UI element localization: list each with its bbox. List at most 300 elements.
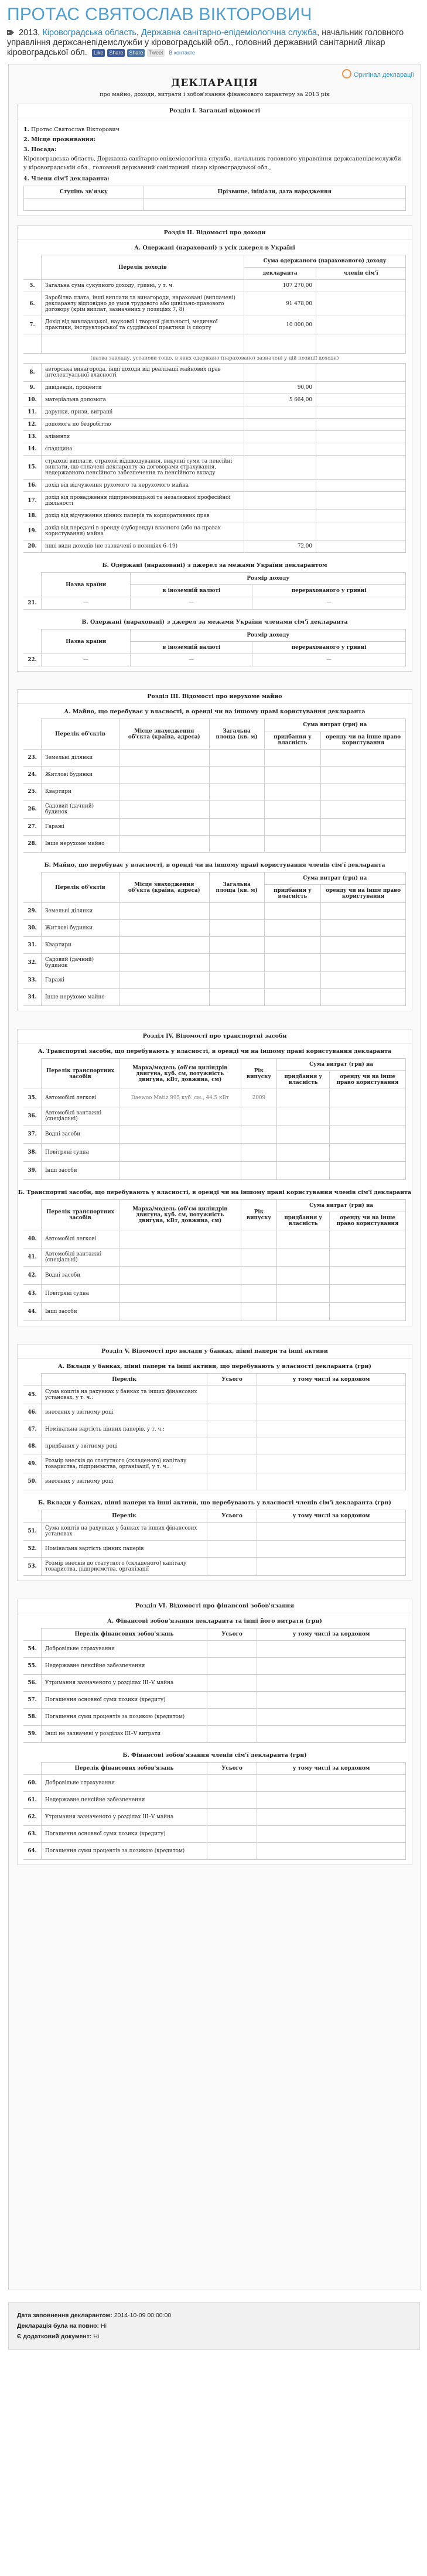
vehicle-model [119,1230,241,1248]
column-header: оренду чи на інше право користування [330,1071,406,1089]
table-row [23,972,406,989]
vk-share-button[interactable]: Share [127,49,145,57]
vehicle-model [119,1162,241,1180]
table-row [23,1809,406,1826]
table-cell [207,1386,257,1404]
table-row [23,719,406,731]
table-cell [257,1675,406,1692]
subsection-title: А. Фінансові зобов'язання декларанта та інші його витрати (грн) [107,1618,322,1624]
family-value [316,431,406,443]
table-cell [209,750,264,767]
table-row [23,1162,406,1180]
section-title: Розділ ІІ. Відомості про доходи [18,226,412,240]
subsection-title: Б. Майно, що перебуває у власності, в оренді чи на іншому праві користування членів сім'ї декларанта [44,862,385,868]
vehicle-model [119,1285,241,1303]
row-number: 61. [23,1792,42,1809]
row-label: Недержавне пенсійне забезпечення [42,1658,207,1675]
vehicle-model [119,1267,241,1285]
table-row [23,767,406,784]
row-label: Інші не зазначені у розділах ІІІ–V витрати [42,1726,207,1743]
table-cell [207,1843,257,1860]
table-cell [330,1230,406,1248]
row-number: 6. [23,292,42,316]
section-title: Розділ V. Відомості про вклади у банках, цінні папери та інші активи [18,1345,412,1359]
column-header: придбання у власність [264,885,321,903]
footer-label: Декларація була на повно: [17,2322,100,2329]
column-header: Місце знаходження об'єкта (країна, адреса) [119,719,210,750]
row-number: 52. [23,1541,42,1558]
vehicle-year [241,1248,277,1267]
row-label: придбаних у звітному році [42,1438,207,1455]
row-number: 46. [23,1404,42,1421]
table-row [23,1541,406,1558]
row-number: 12. [23,419,42,431]
table-cell [257,1726,406,1743]
income-note: (назва закладу, установи тощо, в яких одержано (нараховано) зазначені у цій позиції доходи) [90,355,339,361]
field-family [23,176,406,182]
table-cell [321,836,406,853]
table-row [23,1726,406,1743]
row-label: Квартири [42,937,119,954]
row-label: аліменти [42,431,244,443]
row-label: Інше нерухоме майно [42,836,119,853]
table-cell [119,784,210,800]
row-number: 53. [23,1558,42,1576]
column-header: у тому числі за кордоном [257,1763,406,1775]
row-label: страхові виплати, страхові відшкодування, викупні суми та пенсійні виплати, що сплачені декларанту за договорами страхування, недержавного пенсійного забезпечення та пенсійного вкладу [42,456,244,480]
table-cell [119,819,210,836]
table-cell [330,1162,406,1180]
table-row [23,394,406,406]
column-header: Загальна площа (кв. м) [209,719,264,750]
family-foreign-income-table [23,629,406,666]
column-header: Перелік [42,1374,207,1386]
table-cell [257,1438,406,1455]
table-row [23,1386,406,1404]
row-number: 14. [23,443,42,456]
declarant-value: 91 478,00 [244,292,316,316]
row-number: 51. [23,1523,42,1541]
row-number: 17. [23,492,42,510]
column-header: членів сім'ї [316,268,406,280]
table-cell [264,903,321,920]
subsection-title: А. Вклади у банках, цінні папери та інші активи, що перебувають у власності декларанта (грн) [58,1363,371,1370]
subsection-title: Б. Фінансові зобов'язання членів сім'ї декларанта (грн) [122,1752,307,1759]
table-cell [321,920,406,937]
table-row [23,510,406,522]
row-number: 50. [23,1473,42,1490]
row-label: Автомобілі вантажні (спеціальні) [42,1107,119,1125]
tweet-button[interactable]: Tweet [147,49,165,57]
table-cell [264,800,321,819]
field-value: Протас Святослав Вікторович [30,126,119,133]
real-estate-table [23,719,406,853]
row-label: Повітряні судна [42,1285,119,1303]
table-cell [277,1144,330,1162]
table-row [23,364,406,382]
table-row [23,1692,406,1709]
table-row [23,540,406,553]
region-link[interactable]: Кіровоградська область [42,28,136,37]
family-value [316,364,406,382]
column-header: оренду чи на інше право користування [321,731,406,750]
column-header: Перелік транспортних засобів [42,1059,119,1089]
declarant-value: 10 000,00 [244,316,316,334]
column-header [23,873,42,903]
family-deposits-table [23,1510,406,1576]
column-header: Сума одержаного (нарахованого) доходу [244,255,406,268]
table-cell [264,972,321,989]
table-cell [209,784,264,800]
declarant-value [244,480,316,492]
table-cell [207,1709,257,1726]
column-header: в іноземній валюті [131,585,252,597]
table-cell [207,1558,257,1576]
table-cell [257,1558,406,1576]
table-row [23,456,406,480]
table-row [23,1709,406,1726]
family-value [316,292,406,316]
table-row [23,1421,406,1438]
table-cell [330,1267,406,1285]
column-header [23,1629,42,1641]
vehicle-year [241,1267,277,1285]
table-cell [209,954,264,972]
table-cell: — [42,654,131,666]
row-label: Погашення основної суми позики (кредиту) [42,1692,207,1709]
section-title: Розділ VI. Відомості про фінансові зобов'язання [18,1599,412,1613]
row-label: внесених у звітному році [42,1473,207,1490]
declarant-value [244,492,316,510]
table-row [23,1675,406,1692]
field-name [23,126,406,133]
table-row [23,280,406,292]
column-header: придбання у власність [277,1212,330,1230]
table-row [23,1641,406,1658]
family-value [316,316,406,334]
row-number: 60. [23,1775,42,1792]
subsection-title: А. Транспортні засоби, що перебувають у власності, в оренді чи на іншому праві користування декларанта [37,1048,392,1055]
row-label: Автомобілі легкові [42,1089,119,1107]
table-row [23,1404,406,1421]
family-table [23,186,406,211]
row-number: 25. [23,784,42,800]
declarant-value: 5 664,00 [244,394,316,406]
footer-value: Ні [93,2333,100,2340]
table-cell [277,1089,330,1107]
column-header: Ступінь зв'язку [24,186,144,199]
table-cell: — [131,654,252,666]
row-number: 31. [23,937,42,954]
table-row [23,1059,406,1071]
table-cell [144,199,405,211]
table-cell: — [252,597,406,610]
family-vehicles-table [23,1199,406,1321]
declarant-value [244,510,316,522]
row-label: Розмір внесків до статутного (складеного) капіталу товариства, підприємства, організації [42,1558,207,1576]
obligations-table [23,1628,406,1743]
row-label: Сума коштів на рахунках у банках та інших фінансових установах [42,1523,207,1541]
table-row [23,873,406,885]
row-number: 21. [23,597,42,610]
section-income [17,225,412,672]
table-row [23,419,406,431]
table-cell [257,1404,406,1421]
family-real-estate-table [23,872,406,1006]
table-cell [257,1775,406,1792]
tag-icon [7,29,15,35]
column-header: Сума витрат (грн) на [264,873,405,885]
row-label: Водні засоби [42,1125,119,1144]
footer-value: Ні [100,2322,107,2329]
subsection-title: А. Майно, що перебуває у власності, в оренді чи на іншому праві користування декларанта [64,709,365,715]
table-cell [277,1230,330,1248]
section-real-estate [17,689,412,1011]
column-header: Сума витрат (грн) на [264,719,405,731]
facebook-share-button[interactable]: Share [107,49,125,57]
row-number: 63. [23,1826,42,1843]
vehicle-model: Daewoo Matiz 995 куб. см., 44.5 кВт [119,1089,241,1107]
table-row [23,800,406,819]
row-label: Садовий (дачний) будинок [42,954,119,972]
section-general [17,104,412,216]
column-header [23,719,42,750]
table-row [23,406,406,419]
column-header: оренду чи на інше право користування [330,1212,406,1230]
vehicle-model [119,1248,241,1267]
row-label: Інше нерухоме майно [42,989,119,1006]
footer-label: Є додатковий документ: [17,2333,92,2340]
table-cell [264,937,321,954]
row-number: 13. [23,431,42,443]
table-cell [277,1162,330,1180]
row-number: 35. [23,1089,42,1107]
table-cell [321,784,406,800]
row-label: дивіденди, проценти [42,382,244,394]
declaration-meta: 2013, Кіровоградська область, Державна санітарно-епідеміологічна служба, начальник головного управління держсанепідемслужби у кіровоградській обл., головний державний санітарний лікар кіровоградської обл. Like Share Share Tweet В контакте [7,28,404,57]
row-number: 18. [23,510,42,522]
table-cell [207,1455,257,1473]
declaration-subtitle: про майно, доходи, витрати і зобов'язання фінансового характеру за 2013 рік [100,91,330,98]
table-row [23,1763,406,1775]
table-row [23,836,406,853]
declarant-value [244,443,316,456]
vehicle-year [241,1285,277,1303]
row-number: 49. [23,1455,42,1473]
table-cell [264,836,321,853]
column-header: Сума витрат (грн) на [277,1059,406,1071]
column-header: Марка/модель (об'єм циліндрів двигуна, куб. см, потужність двигуна, кВт, довжина, см) [119,1200,241,1230]
table-cell [277,1248,330,1267]
table-cell [119,800,210,819]
table-cell [257,1809,406,1826]
declaration-document [8,64,421,2290]
row-label: Дохід від викладацької, наукової і творчої діяльності, медичної практики, інструкторської та суддівської практики із спорту [42,316,244,334]
vehicle-year: 2009 [241,1089,277,1107]
table-cell [209,989,264,1006]
row-number: 24. [23,767,42,784]
vehicle-model [119,1125,241,1144]
table-cell [321,819,406,836]
row-number: 28. [23,836,42,853]
table-row [23,1658,406,1675]
subsection-title: Б. Одержані (нараховані) з джерел за межами України декларантом [102,562,327,569]
table-cell [207,1692,257,1709]
family-value [316,510,406,522]
table-cell [277,1267,330,1285]
vehicles-table [23,1058,406,1180]
table-cell [257,1641,406,1658]
column-header: перерахованого у гривні [252,642,406,654]
table-cell [119,767,210,784]
table-row [23,1629,406,1641]
table-row [23,1374,406,1386]
table-cell [277,1107,330,1125]
original-declaration-link[interactable] [342,69,414,78]
family-value [316,334,406,354]
table-cell [257,1826,406,1843]
table-row [23,443,406,456]
family-value [316,406,406,419]
row-number: 41. [23,1248,42,1267]
table-cell [207,1775,257,1792]
declarant-value [244,406,316,419]
row-label: Розмір внесків до статутного (складеного) капіталу товариства, підприємства, організації, у т. ч.: [42,1455,207,1473]
row-label: Інші засоби [42,1162,119,1180]
row-number: 27. [23,819,42,836]
column-header: Усього [207,1374,257,1386]
table-cell [119,836,210,853]
section-obligations [17,1599,412,1865]
row-label: дарунки, призи, виграші [42,406,244,419]
foreign-income-table [23,572,406,610]
table-cell [264,954,321,972]
row-number: 9. [23,382,42,394]
field-label: 1. [23,126,29,133]
column-header: Усього [207,1763,257,1775]
row-label [42,334,244,354]
table-cell [207,1641,257,1658]
declarant-value: 107 270,00 [244,280,316,292]
table-cell: — [131,597,252,610]
vehicle-year [241,1230,277,1248]
extra-doc-flag [17,2333,411,2340]
table-cell: — [252,654,406,666]
column-header: оренду чи на інше право користування [321,885,406,903]
row-number: 20. [23,540,42,553]
table-cell [257,1421,406,1438]
table-row [23,750,406,767]
row-label: Номінальна вартість цінних паперів [42,1541,207,1558]
table-cell [207,1404,257,1421]
table-cell [209,767,264,784]
table-cell [207,1658,257,1675]
row-label: Квартири [42,784,119,800]
table-cell [207,1809,257,1826]
section-title: Розділ IV. Відомості про транспортні засоби [18,1029,412,1044]
row-number: 47. [23,1421,42,1438]
table-row [23,989,406,1006]
row-label: Гаражі [42,819,119,836]
table-cell [264,767,321,784]
row-label: Погашення суми процентів за позикою (кредитом) [42,1709,207,1726]
table-row [23,316,406,334]
column-header: Розмір доходу [131,630,406,642]
table-cell [119,750,210,767]
vehicle-year [241,1125,277,1144]
table-cell [321,750,406,767]
row-label: матеріальна допомога [42,394,244,406]
row-number: 48. [23,1438,42,1455]
table-cell [277,1285,330,1303]
table-row [23,1125,406,1144]
table-row [23,937,406,954]
table-cell [119,903,210,920]
row-label: Утримання зазначеного у розділах ІІІ–V майна [42,1675,207,1692]
section-vehicles [17,1029,412,1326]
column-header: Перелік [42,1510,207,1523]
table-cell [277,1125,330,1144]
row-label: інші види доходів (не зазначені в позиціях 6–19) [42,540,244,553]
table-row [23,1792,406,1809]
subsection-title: Б. Вклади у банках, цінні папери та інші активи, що перебувають у власності членів сім'ї декларанта (грн) [38,1500,391,1506]
table-row [23,492,406,510]
table-cell [119,937,210,954]
table-row [23,1200,406,1212]
table-cell [209,937,264,954]
page-header [0,0,427,58]
table-row [23,292,406,316]
facebook-like-button[interactable]: Like [92,49,105,57]
row-label: Повітряні судна [42,1144,119,1162]
table-row [23,954,406,972]
section-title: Розділ І. Загальні відомості [18,104,412,118]
table-cell [330,1089,406,1107]
org-link[interactable]: Державна санітарно-епідеміологічна служба [141,28,317,37]
subsection-title: Б. Транспортні засоби, що перебувають у власності, в оренді чи на іншому праві користування членів сім'ї декларанта [18,1189,412,1196]
footer-value: 2014-10-09 00:00:00 [114,2312,172,2319]
column-header: Перелік об'єктів [42,873,119,903]
row-label: Погашення суми процентів за позикою (кредитом) [42,1843,207,1860]
row-number: 30. [23,920,42,937]
vkontakte-button[interactable]: В контакте [167,49,197,57]
column-header: придбання у власність [277,1071,330,1089]
row-number: 15. [23,456,42,480]
row-number: 55. [23,1658,42,1675]
original-link-label: Оригінал декларації [354,71,414,78]
row-label: дохід від відчуження цінних паперів та корпоративних прав [42,510,244,522]
column-header: Прізвище, ініціали, дата народження [144,186,405,199]
row-label: Гаражі [42,972,119,989]
row-label: Садовий (дачний) будинок [42,800,119,819]
table-cell [207,1473,257,1490]
table-cell [330,1125,406,1144]
column-header: в іноземній валюті [131,642,252,654]
declarant-value [244,334,316,354]
row-label: Погашення основної суми позики (кредиту) [42,1826,207,1843]
row-number: 11. [23,406,42,419]
table-row [23,1438,406,1455]
table-cell [207,1421,257,1438]
row-label: Земельні ділянки [42,750,119,767]
row-number: 16. [23,480,42,492]
income-table [23,255,406,354]
field-position [23,146,406,172]
column-header [23,1059,42,1089]
table-cell [257,1692,406,1709]
table-cell [321,972,406,989]
family-value [316,394,406,406]
